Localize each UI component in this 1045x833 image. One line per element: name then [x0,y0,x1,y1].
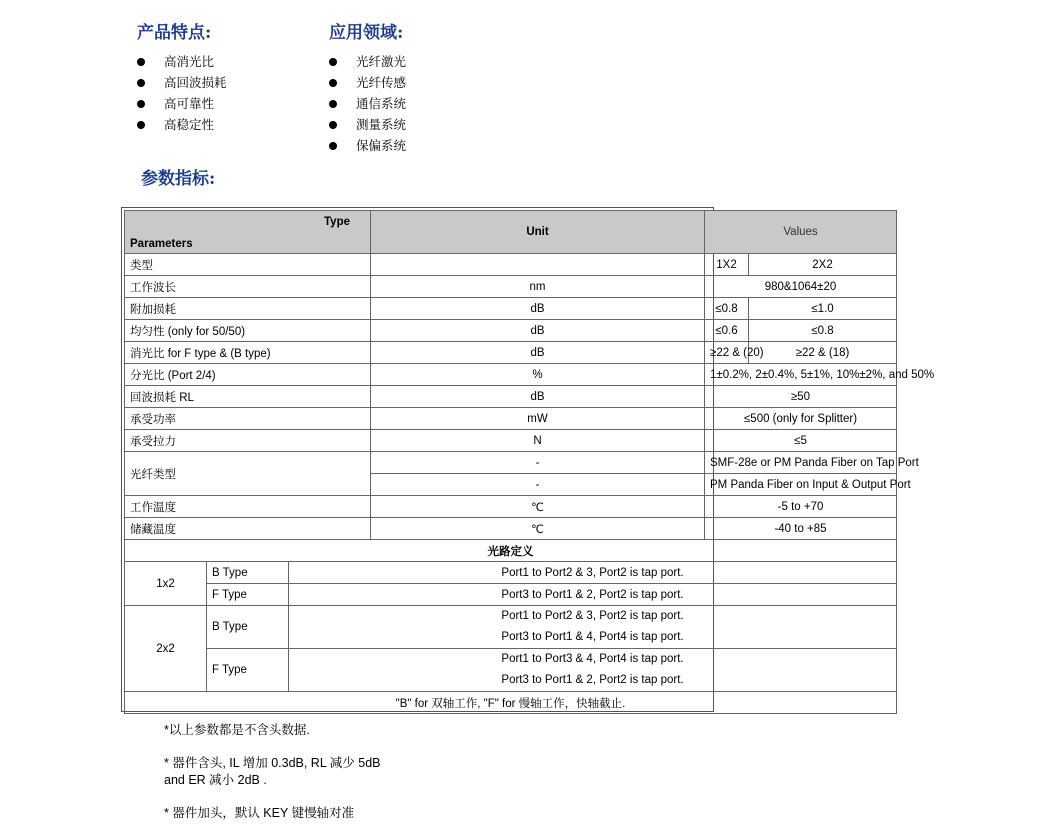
table-row: 储藏温度 ℃ -40 to +85 [125,518,1045,540]
bullet-icon [137,121,145,129]
params-title: 参数指标: [141,169,216,189]
table-row: 工作温度 ℃ -5 to +70 [125,496,1045,518]
bullet-icon [137,79,145,87]
features-title: 产品特点: [137,23,212,43]
note-2-cont: and ER 减小 2dB . [164,773,267,787]
unit-header: Unit [371,211,705,254]
path-row: 1x2 B Type Port1 to Port2 & 3, Port2 is tap port. [125,562,1045,584]
applications-title: 应用领域: [329,23,404,43]
list-item: 保偏系统 [329,135,406,156]
table-row: 工作波长 nm 980&1064±20 [125,276,1045,298]
list-item: 高回波损耗 [137,72,227,93]
list-item: 通信系统 [329,93,406,114]
bullet-icon [329,142,337,150]
list-item: 光纤传感 [329,72,406,93]
bullet-icon [329,100,337,108]
bullet-icon [329,79,337,87]
values-header: Values [705,211,897,254]
table-row: 消光比 for F type & (B type) dB ≥22 & (20) ≥22 & (18) [125,342,1045,364]
list-item: 高消光比 [137,51,227,72]
bullet-icon [137,58,145,66]
type-parameters-header: Type Parameters [125,211,371,254]
path-row: F Type Port1 to Port3 & 4, Port4 is tap port. Port3 to Port1 & 2, Port2 is tap port. [125,649,1045,692]
note-3: * 器件加头，默认 KEY 键慢轴对准 [164,806,355,820]
notes [164,722,381,822]
path-definition-title-row: 光路定义 [125,540,1045,562]
table-row: 承受拉力 N ≤5 [125,430,1045,452]
path-row: F Type Port3 to Port1 & 2, Port2 is tap port. [125,584,1045,606]
table-row: - PM Panda Fiber on Input & Output Port [125,474,1045,496]
table-header-row [125,211,1045,254]
table-row: 回波损耗 RL dB ≥50 [125,386,1045,408]
spec-table-frame [121,207,935,712]
table-row: 分光比 (Port 2/4) % 1±0.2%, 2±0.4%, 5±1%, 10%±2%, and 50% [125,364,1045,386]
note-2: * 器件含头, IL 增加 0.3dB, RL 减少 5dB [164,756,381,770]
bullet-icon [329,58,337,66]
list-item: 光纤激光 [329,51,406,72]
features-list [137,51,227,135]
footer-row: "B" for 双轴工作, "F" for 慢轴工作，快轴截止. [125,692,1045,714]
note-1: *以上参数都是不含头数据. [164,723,310,737]
table-row: 光纤类型 - SMF-28e or PM Panda Fiber on Tap Port [125,452,1045,474]
applications-list [329,51,406,156]
table-row: 附加损耗 dB ≤0.8 ≤1.0 [125,298,1045,320]
list-item: 高稳定性 [137,114,227,135]
bullet-icon [137,100,145,108]
spec-table [124,210,1045,714]
table-row: 均匀性 (only for 50/50) dB ≤0.6 ≤0.8 [125,320,1045,342]
bullet-icon [329,121,337,129]
table-row: 类型 1X2 2X2 [125,254,1045,276]
list-item: 高可靠性 [137,93,227,114]
table-row: 承受功率 mW ≤500 (only for Splitter) [125,408,1045,430]
list-item: 测量系统 [329,114,406,135]
path-row: 2x2 B Type Port1 to Port2 & 3, Port2 is tap port. Port3 to Port1 & 4, Port4 is tap port. [125,606,1045,649]
